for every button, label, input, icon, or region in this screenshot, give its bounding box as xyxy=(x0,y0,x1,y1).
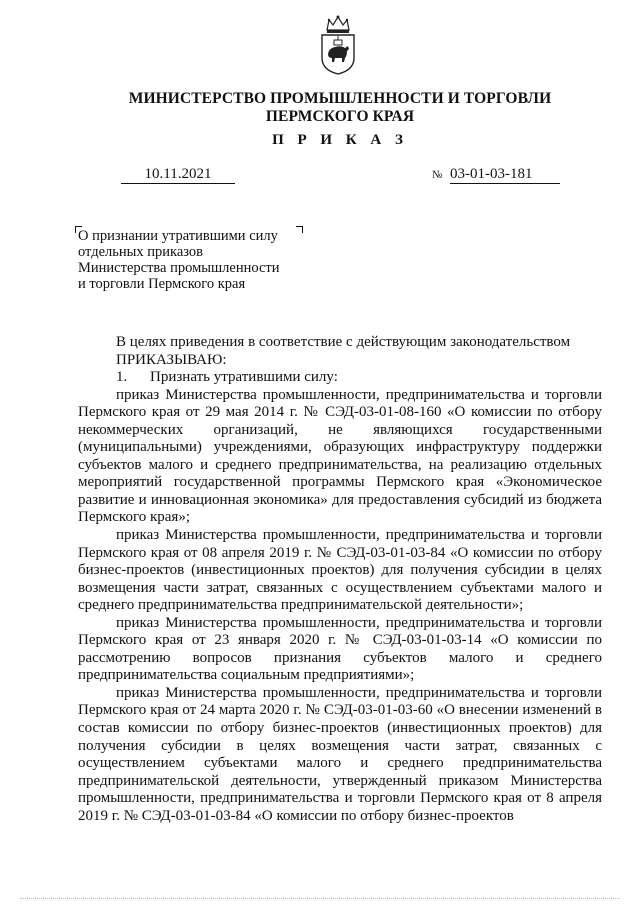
scan-edge-artifact xyxy=(20,896,620,899)
document-type-title: П Р И К А З xyxy=(272,132,408,148)
perm-krai-coat-of-arms-icon xyxy=(317,14,359,76)
order-body xyxy=(78,334,602,825)
ministry-name-line2: ПЕРМСКОГО КРАЯ xyxy=(265,108,415,125)
list-item-number: 1. xyxy=(116,369,128,386)
number-sign: № xyxy=(432,169,443,181)
subject-line: О признании утратившими силу xyxy=(78,228,278,244)
order-number: 03-01-03-181 xyxy=(450,166,560,184)
order-date: 10.11.2021 xyxy=(121,166,235,184)
subject-line: отдельных приказов xyxy=(78,244,204,260)
repealed-order-paragraph: приказ Министерства промышленности, предпринимательства и торговли Пермского края от 24 марта 2020 г. № СЭД-03-01-03-60 «О внесении изменений в состав комиссии по отбору бизнес-проектов (инвестиционных проектов) для получения субсидии в целях возмещения части затрат, связанных с осуществлением субъектами малого и среднего предпринимательства предпринимательской деятельности, утвержденный приказом Министерства промышленности, предпринимательства и торговли Пермского края от 8 апреля 2019 г. № СЭД-03-01-03-84 «О комиссии по отбору бизнес-проектов xyxy=(78,684,602,824)
preamble: В целях приведения в соответствие с действующим законодательством xyxy=(116,334,571,350)
subject-line: и торговли Пермского края xyxy=(78,276,246,292)
repealed-order-paragraph: приказ Министерства промышленности, предпринимательства и торговли Пермского края от 08 апреля 2019 г. № СЭД-03-01-03-84 «О комиссии по отбору бизнес-проектов (инвестиционных проектов) для получения субсидии в целях возмещения части затрат, связанных с осуществлением субъектами малого и среднего предпринимательства предпринимательской деятельности»; xyxy=(78,527,602,614)
subject-line: Министерства промышленности xyxy=(78,260,280,276)
repealed-order-paragraph: приказ Министерства промышленности, предпринимательства и торговли Пермского края от 29 мая 2014 г. № СЭД-03-01-08-160 «О комиссии по отбору некоммерческих организаций, не являющихся государственными (муниципальными) учреждениями, образующих инфраструктуру поддержки субъектов малого и среднего предпринимательства, на реализацию отдельных мероприятий государственной программы Пермского края «Экономическое развитие и инновационная экономика» для предоставления субсидий из бюджета Пермского края»; xyxy=(78,386,602,526)
order-subject xyxy=(78,228,318,292)
list-item-1 xyxy=(78,369,602,387)
list-item-text: Признать утратившими силу: xyxy=(150,369,338,386)
order-word: ПРИКАЗЫВАЮ: xyxy=(116,351,227,368)
ministry-name-line1: МИНИСТЕРСТВО ПРОМЫШЛЕННОСТИ И ТОРГОВЛИ xyxy=(128,90,552,107)
repealed-order-paragraph: приказ Министерства промышленности, предпринимательства и торговли Пермского края от 23 января 2020 г. № СЭД-03-01-03-14 «О комиссии по рассмотрению вопросов признания субъектов малого и среднего предпринимательства социальным предприятиями»; xyxy=(78,614,602,684)
